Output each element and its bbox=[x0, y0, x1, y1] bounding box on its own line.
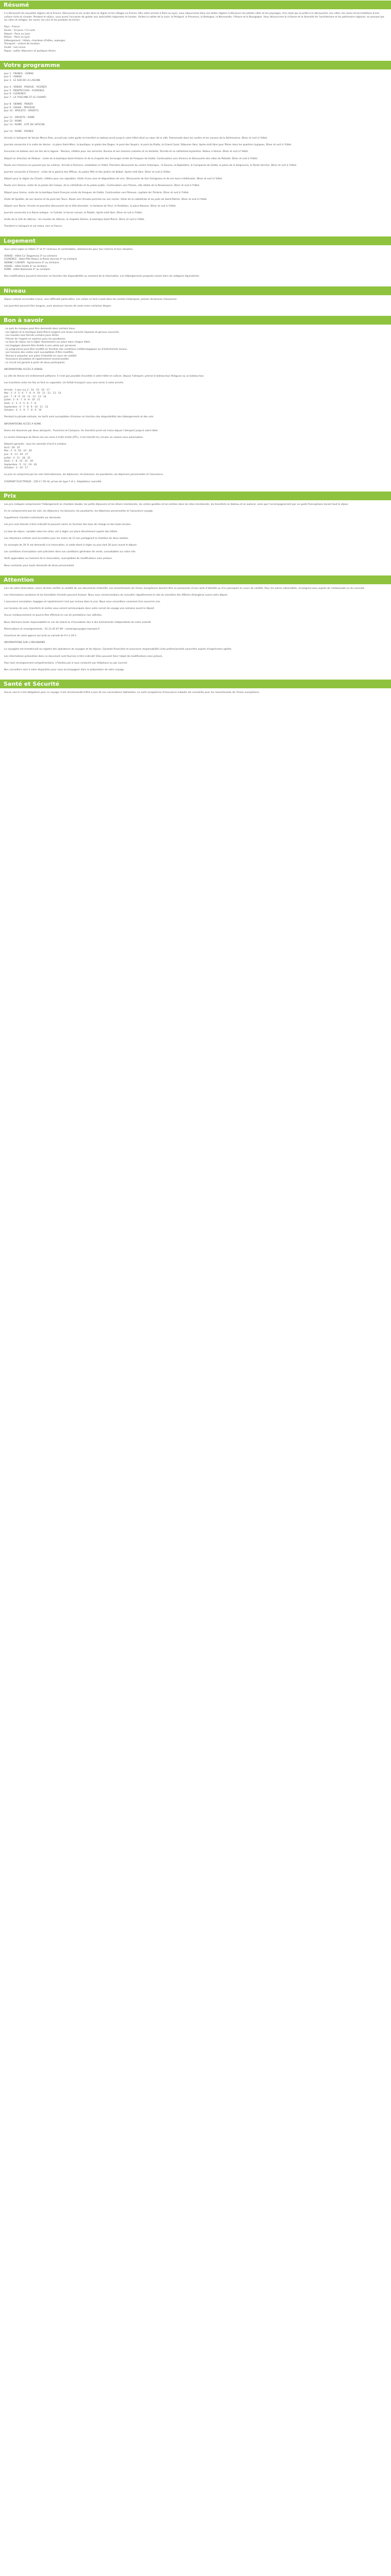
organisme-info-paragraph: Le voyagiste est immatriculé au registre des opérateurs de voyages et de séjours. Garantie financière et assurance responsabilité civile professionnelle souscrites auprès d'organismes agréés. bbox=[4, 648, 233, 651]
bon-a-savoir-list bbox=[4, 328, 387, 365]
bon-a-savoir-item: · Pensez à emporter une pièce d'identité en cours de validité. bbox=[4, 354, 77, 358]
resume-fact: Retour : Paris ou Lyon bbox=[4, 36, 30, 39]
bon-a-savoir-section-title: Bon à savoir bbox=[0, 316, 391, 325]
venise-date-line: Août : 2 · 3 · 4 · 5 · 6 · 7 · 8 bbox=[4, 402, 36, 405]
programme-description: Départ pour Assise, visite de la basilique Saint-François ornée de fresques de Giotto. Continuation vers Pérouse, capitale de l'Ombrie. Dîner et nuit à l'hôtel. bbox=[4, 191, 189, 194]
rome-date-line: Mai : 2 · 9 · 16 · 23 · 30 bbox=[4, 450, 32, 453]
programme-description: Visite de Spolète, de son duomo et du pont des Tours. Route vers Orvieto perchée sur son rocher. Visite de la cathédrale et du puits de Saint-Patrick. Dîner et nuit à l'hôtel. bbox=[4, 198, 207, 201]
rome-info-paragraph: COURANT ÉLECTRIQUE : 220 V / 50 Hz, prises de type F et L. Adaptateur conseillé. bbox=[4, 480, 102, 483]
programme-description: Route vers Sienne, visite de la piazza del Campo, de la cathédrale et du palais public. Continuation vers Pienza, ville idéale de la Renaissance. Dîner et nuit à l'hôtel. bbox=[4, 184, 200, 188]
rome-date-line: Avril : 18 · 25 bbox=[4, 446, 20, 449]
rome-date-line: Départs garantis : tous les samedis d'avril à octobre. bbox=[4, 443, 67, 446]
programme-day-line: Jour 9 : ASSISE · PÉROUSE bbox=[4, 106, 36, 109]
prix-paragraph: Les réductions enfants sont accordées pour les moins de 12 ans partageant la chambre de deux adultes. bbox=[4, 537, 129, 540]
programme-description: Journée consacrée à la visite de Venise : la place Saint-Marc, la basilique, le palais des Doges, le pont des Soupirs, le pont du Rialto, le Grand Canal. Déjeuner libre. Après-midi libre pour flâner dans les quartiers typiques. Dîner et nuit à l'hôtel. bbox=[4, 144, 292, 147]
prix-paragraph: Nous contacter pour toute demande de devis personnalisé. bbox=[4, 564, 75, 567]
venise-info-paragraph: Les transferts entre les îles se font en vaporetto. Un forfait transport vous sera remis à votre arrivée. bbox=[4, 382, 124, 385]
logement-hotel: SIENNE / CHIANTI : Agriturismo 3* ou similaire bbox=[4, 262, 59, 264]
logement-hotel: FLORENCE : Hôtel Pitti Palace al Ponte Vecchio 4* ou similaire bbox=[4, 258, 77, 261]
resume-fact: Guide : non inclus bbox=[4, 46, 26, 49]
prix-paragraph: Les conditions d'annulation sont précisées dans nos conditions générales de vente, consultables sur notre site. bbox=[4, 551, 136, 554]
attention-contact: Réservations et renseignements : 01 23 45 67 89 · contact@voyages-exemple.fr bbox=[4, 628, 100, 631]
resume-fact: Repas : petits déjeuners et quelques dîners bbox=[4, 49, 56, 53]
prix-paragraph: Tarifs applicables au moment de la réservation, susceptibles de modifications sans préavis. bbox=[4, 557, 113, 561]
sante-section-body bbox=[0, 688, 391, 702]
programme-section-title: Votre programme bbox=[0, 61, 391, 70]
logement-hotel: ASSISE : Hôtel Giotto 4* ou similaire bbox=[4, 265, 47, 268]
rome-info-paragraph: Le centre historique de Rome est une zone à trafic limité (ZTL). Il est interdit d'y circuler en voiture sans autorisation. bbox=[4, 436, 144, 439]
bon-a-savoir-item: · Les églises et la basilique Saint-Pierre exigent une tenue correcte (épaules et genoux couverts). bbox=[4, 331, 120, 334]
bon-a-savoir-item: · Le programme peut être modifié en fonction des conditions météorologiques ou d'événements locaux. bbox=[4, 348, 128, 351]
resume-fact: Durée : 14 jours / 13 nuits bbox=[4, 29, 36, 32]
bon-a-savoir-item: · Les horaires des visites sont susceptibles d'être modifiés. bbox=[4, 351, 74, 354]
rythme-paragraph: Les journées peuvent être longues, avec plusieurs heures de route entre certaines étapes. bbox=[4, 304, 112, 308]
resume-fact: Pays : France bbox=[4, 26, 20, 29]
venise-info-title: INFORMATIONS ACCÈS À VENISE bbox=[4, 368, 43, 371]
rythme-paragraph: Séjour culturel accessible à tous, sans difficulté particulière. Les visites se font à pied dans les centres historiques, prévoir de bonnes chaussures. bbox=[4, 298, 177, 301]
attention-paragraph: Ouverture de notre agence du lundi au samedi de 9 h à 19 h. bbox=[4, 635, 77, 638]
organisme-info-paragraph: Les informations présentées dans ce document sont fournies à titre indicatif. Elles peuvent faire l'objet de modifications sans préavis. bbox=[4, 655, 163, 658]
programme-description: Journée consacrée à Florence : visite de la galerie des Offices, du palais Pitti et des jardins de Boboli. Après-midi libre. Dîner et nuit à l'hôtel. bbox=[4, 171, 171, 174]
resume-section-title: Résumé bbox=[0, 1, 391, 9]
programme-description: Départ vers Rome. Arrivée et première découverte de la Ville éternelle : la fontaine de Trevi, le Panthéon, la place Navone. Dîner et nuit à l'hôtel. bbox=[4, 205, 176, 208]
venise-date-line: Mai : 3 · 4 · 5 · 6 · 7 · 8 · 9 · 10 · 11 · 12 · 13 · 14 bbox=[4, 392, 61, 395]
programme-day-line: Jour 13 : ROME · CITÉ DU VATICAN bbox=[4, 123, 45, 126]
venise-date-line: Juillet : 5 · 6 · 7 · 8 · 9 · 10 · 11 bbox=[4, 399, 40, 402]
bon-a-savoir-item: · Le port du masque peut être demandé dans certains lieux. bbox=[4, 327, 76, 330]
attention-paragraph: Lors de votre réservation, merci de bien vérifier la validité de vos documents d'identité. Les ressortissants de l'Union européenne doivent être en possession d'une carte d'identité ou d'un passeport en cours de validité. Pour les autres nationalités, renseignez-vous auprès de l'ambassade ou du consulat. bbox=[4, 587, 365, 590]
programme-description: Route vers Florence en passant par les collines. Arrivée à Florence, installation à l'hôtel. Première découverte du centre historique : le Duomo, le Baptistère, le Campanile de Giotto, la place de la Seigneurie, le Ponte Vecchio. Dîner et nuit à l'hôtel. bbox=[4, 164, 297, 167]
resume-fact: Transport : voiture de location bbox=[4, 43, 40, 46]
rome-info-title: INFORMATIONS ACCÈS À ROME bbox=[4, 422, 41, 426]
attention-paragraph: Les horaires de vols, transferts et visites vous seront communiqués dans votre carnet de voyage une semaine avant le départ. bbox=[4, 607, 155, 611]
bon-a-savoir-section-body bbox=[0, 325, 391, 492]
attention-paragraph: Aucun remboursement ne pourra être effectué en cas de prestations non utilisées. bbox=[4, 614, 103, 617]
programme-description: Excursion en bateau vers les îles de la lagune : Murano, célèbre pour ses verreries, Burano et ses maisons colorées et sa dentelle, Torcello et sa cathédrale byzantine. Retour à Venise. Dîner et nuit à l'hôtel. bbox=[4, 150, 249, 154]
programme-day-heading: Jour 14 : ROME · FRANCE bbox=[4, 130, 34, 133]
logement-section-body bbox=[0, 245, 391, 286]
prix-paragraph: Supplément chambre individuelle sur demande. bbox=[4, 517, 61, 520]
venise-dates bbox=[4, 389, 387, 413]
venise-date-line: Septembre : 6 · 7 · 8 · 9 · 10 · 11 · 12 bbox=[4, 405, 48, 409]
bon-a-savoir-item: · Assurance annulation et rapatriement recommandée. bbox=[4, 358, 70, 361]
resume-paragraph: Il a découvert de nouvelles régions de la France. Découvrez la vie rurale dans la région et les villages en France. Dès votre arrivée à Paris ou Lyon, vous séjournerez dans ses belles régions à découvrir les petites villes et les paysages, d'un style qui se prête à la découverte. Les villes, les caves et les traditions d'une culture riche et vivante. Pendant le séjour, vous aurez l'occasion de goûter aux spécialités régionales et locales. Visitez la vallée de la Loire, le Périgord, la Provence, la Bretagne, la Normandie, l'Alsace et la Bourgogne. Vous découvrirez la richesse et la diversité de l'architecture et du patrimoine régional, en passant par les villes et villages, les caves, les vins et les produits du terroir. bbox=[4, 12, 385, 22]
logement-hotel: VENISE : Hôtel Ca' Dogaressa 3* ou similaire bbox=[4, 255, 57, 258]
organisme-info-paragraph: Nos conseillers sont à votre disposition pour vous accompagner dans la préparation de votre voyage. bbox=[4, 668, 125, 671]
programme-description: Journée consacrée à la Rome antique : le Colisée, le forum romain, le Palatin. Après-midi libre. Dîner et nuit à l'hôtel. bbox=[4, 212, 143, 215]
bon-a-savoir-item: · Les musées sont fermés certains jours fériés. bbox=[4, 334, 60, 337]
rome-info-paragraph: Le prix ne comprend pas les vols internationaux, les déjeuners, les boissons, les pourboires, les dépenses personnelles et l'assurance. bbox=[4, 473, 164, 477]
programme-day-line: Jour 12 : ROME bbox=[4, 120, 22, 123]
organisme-info-title: INFORMATIONS SUR L'ORGANISME bbox=[4, 641, 45, 645]
programme-day-line: Jour 3 : LE SUD DE LA LAGUNE bbox=[4, 79, 41, 82]
bon-a-savoir-item: · Prévoir de l'argent en espèces pour les pourboires. bbox=[4, 337, 66, 341]
programme-description: Arrivée à l'aéroport de Venise Marco Polo, accueil par votre guide et transfert en bateau privé jusqu'à votre hôtel situé au cœur de la ville. Promenade dans les ruelles et les canaux de la Sérénissime. Dîner et nuit à l'hôtel. bbox=[4, 137, 268, 140]
rythme-section-title: Niveau bbox=[0, 286, 391, 295]
prix-paragraph: Les prix sont donnés à titre indicatif et peuvent varier en fonction des taux de change et des taxes locales. bbox=[4, 523, 132, 527]
rome-date-line: Juin : 6 · 13 · 20 · 27 bbox=[4, 453, 28, 456]
sante-section-title: Santé et Sécurité bbox=[0, 680, 391, 688]
attention-paragraph: Les informations sanitaires et les formalités d'entrée peuvent évoluer. Nous vous recommandons de consulter régulièrement le site du ministère des Affaires étrangères avant votre départ. bbox=[4, 594, 229, 597]
resume-fact: Départ : Paris ou Lyon bbox=[4, 32, 30, 36]
logement-paragraph: Des modifications peuvent intervenir en fonction des disponibilités au moment de la réservation. Les hébergements proposés seront alors de catégorie équivalente. bbox=[4, 275, 200, 278]
prix-paragraph: Ils ne comprennent pas les vols, les déjeuners, les boissons, les pourboires, les dépenses personnelles et l'assurance voyage. bbox=[4, 510, 154, 513]
logement-paragraph: Vous serez logés en hôtels 3* et 4* centraux et confortables, sélectionnés pour leur charme et leur situation. bbox=[4, 248, 134, 251]
programme-description: Visite de la Cité du Vatican : les musées du Vatican, la chapelle Sixtine, la basilique Saint-Pierre. Dîner et nuit à l'hôtel. bbox=[4, 218, 145, 222]
programme-day-group bbox=[4, 130, 387, 134]
programme-day-group bbox=[4, 73, 387, 83]
rome-info-paragraph: Rome est desservie par deux aéroports : Fiumicino et Ciampino. Un transfert privé est inclus depuis l'aéroport jusqu'à votre hôtel. bbox=[4, 429, 159, 432]
rome-dates bbox=[4, 443, 387, 470]
attention-paragraph: L'assurance annulation, bagages et rapatriement n'est pas incluse dans le prix. Nous vous conseillons vivement d'en souscrire une. bbox=[4, 601, 161, 604]
bon-a-savoir-item: · Les bagages doivent être limités à une valise par personne. bbox=[4, 344, 77, 347]
programme-day-line: Jour 7 : LA TOSCANE ET LE CHIANTI bbox=[4, 96, 46, 99]
logement-hotel-list bbox=[4, 255, 387, 272]
venise-date-line: Octobre : 4 · 5 · 6 · 7 · 8 · 9 · 10 bbox=[4, 409, 42, 412]
programme-description: Départ pour la région du Chianti, célèbre pour ses vignobles. Visite d'une cave et dégustation de vins. Découverte de San Gimignano et de ses tours médiévales. Dîner et nuit à l'hôtel. bbox=[4, 178, 223, 181]
resume-facts bbox=[4, 26, 387, 53]
programme-day-group bbox=[4, 116, 387, 127]
programme-day-line: Jour 5 : MONTECCHIO · FLORENCE bbox=[4, 89, 45, 92]
programme-day-group bbox=[4, 103, 387, 113]
attention-section-title: Attention bbox=[0, 575, 391, 584]
prix-section-title: Prix bbox=[0, 492, 391, 500]
programme-day-heading: Jour 4 : VENISE · PADOUE · VICENZA bbox=[4, 86, 47, 89]
bon-a-savoir-item: · Le circuit est garanti à partir de deux participants. bbox=[4, 361, 66, 364]
attention-section-body bbox=[0, 584, 391, 680]
programme-day-heading: Jour 11 : ORVIETO · ROME bbox=[4, 116, 35, 120]
bon-a-savoir-item: · La taxe de séjour est à régler directement sur place dans chaque hôtel. bbox=[4, 341, 91, 344]
programme-description: Départ en direction de Padoue : visite de la basilique Saint-Antoine et de la chapelle des Scrovegni ornée de fresques de Giotto. Continuation vers Vicence et découverte des villas de Palladio. Dîner et nuit à l'hôtel. bbox=[4, 157, 258, 160]
rome-date-line: Juillet : 4 · 11 · 18 · 25 bbox=[4, 456, 30, 460]
sante-paragraph: Aucun vaccin n'est obligatoire pour ce voyage. Il est recommandé d'être à jour de ses vaccinations habituelles. La carte européenne d'assurance maladie est conseillée pour les ressortissants de l'Union européenne. bbox=[4, 691, 260, 694]
resume-fact: Hébergement : hôtels, chambres d'hôtes, auberges bbox=[4, 39, 66, 42]
programme-description: Transfert à l'aéroport et vol retour vers la France. bbox=[4, 225, 63, 228]
resume-section-body bbox=[0, 9, 391, 61]
rythme-section-body bbox=[0, 295, 391, 316]
logement-hotel: ROME : Hôtel Nazionale 4* ou similaire bbox=[4, 268, 51, 272]
programme-day-heading: Jour 8 : SIENNE · PIENZA bbox=[4, 103, 33, 106]
venise-info-paragraph: Pendant la période estivale, les tarifs sont susceptibles d'évoluer en fonction des disponibilités des hébergements et des vols. bbox=[4, 416, 154, 419]
page bbox=[0, 0, 391, 702]
rome-date-line: Août : 1 · 8 · 15 · 22 · 29 bbox=[4, 460, 33, 463]
programme-day-group bbox=[4, 86, 387, 99]
programme-day-line: Jour 10 : SPOLETO · ORVIETO bbox=[4, 110, 39, 113]
programme-day-line: Jour 6 : FLORENCE bbox=[4, 93, 26, 96]
programme-section-body bbox=[0, 70, 391, 236]
venise-date-line: Juin : 7 · 8 · 9 · 10 · 11 · 12 · 13 · 14 bbox=[4, 395, 46, 398]
logement-section-title: Logement bbox=[0, 236, 391, 245]
prix-paragraph: Les prix indiqués comprennent l'hébergement en chambre double, les petits déjeuners et les dîners mentionnés, les visites guidées et les entrées dans les sites mentionnés, les transferts en bateau et en autocar, ainsi que l'accompagnement par un guide francophone durant tout le séjour. bbox=[4, 503, 349, 506]
programme-day-heading: Jour 1 : FRANCE · VENISE bbox=[4, 72, 34, 75]
prix-paragraph: La taxe de séjour, variable selon les villes, est à régler sur place directement auprès des hôtels. bbox=[4, 530, 118, 533]
venise-date-line: Arrivée : 1 jour sur 2 : 14 · 15 · 16 · 17 bbox=[4, 388, 50, 392]
rome-date-line: Octobre : 3 · 10 · 17 bbox=[4, 467, 28, 470]
prix-section-body bbox=[0, 500, 391, 575]
attention-paragraph: Nous déclinons toute responsabilité en cas de retard ou d'annulation dus à des événements indépendants de notre volonté. bbox=[4, 621, 152, 624]
organisme-info-paragraph: Pour tout renseignement complémentaire, n'hésitez pas à nous contacter par téléphone ou par courriel. bbox=[4, 662, 128, 665]
prix-paragraph: Un acompte de 30 % est demandé à la réservation, le solde étant à régler au plus tard 30 jours avant le départ. bbox=[4, 544, 137, 547]
venise-info-paragraph: La ville de Venise est entièrement piétonne. Il n'est pas possible d'accéder à votre hôtel en voiture. Depuis l'aéroport, prenez le bateau-bus Alilaguna ou un bateau-taxi. bbox=[4, 375, 204, 378]
programme-day-line: Jour 2 : VENISE bbox=[4, 76, 22, 79]
rome-date-line: Septembre : 5 · 12 · 19 · 26 bbox=[4, 463, 37, 466]
